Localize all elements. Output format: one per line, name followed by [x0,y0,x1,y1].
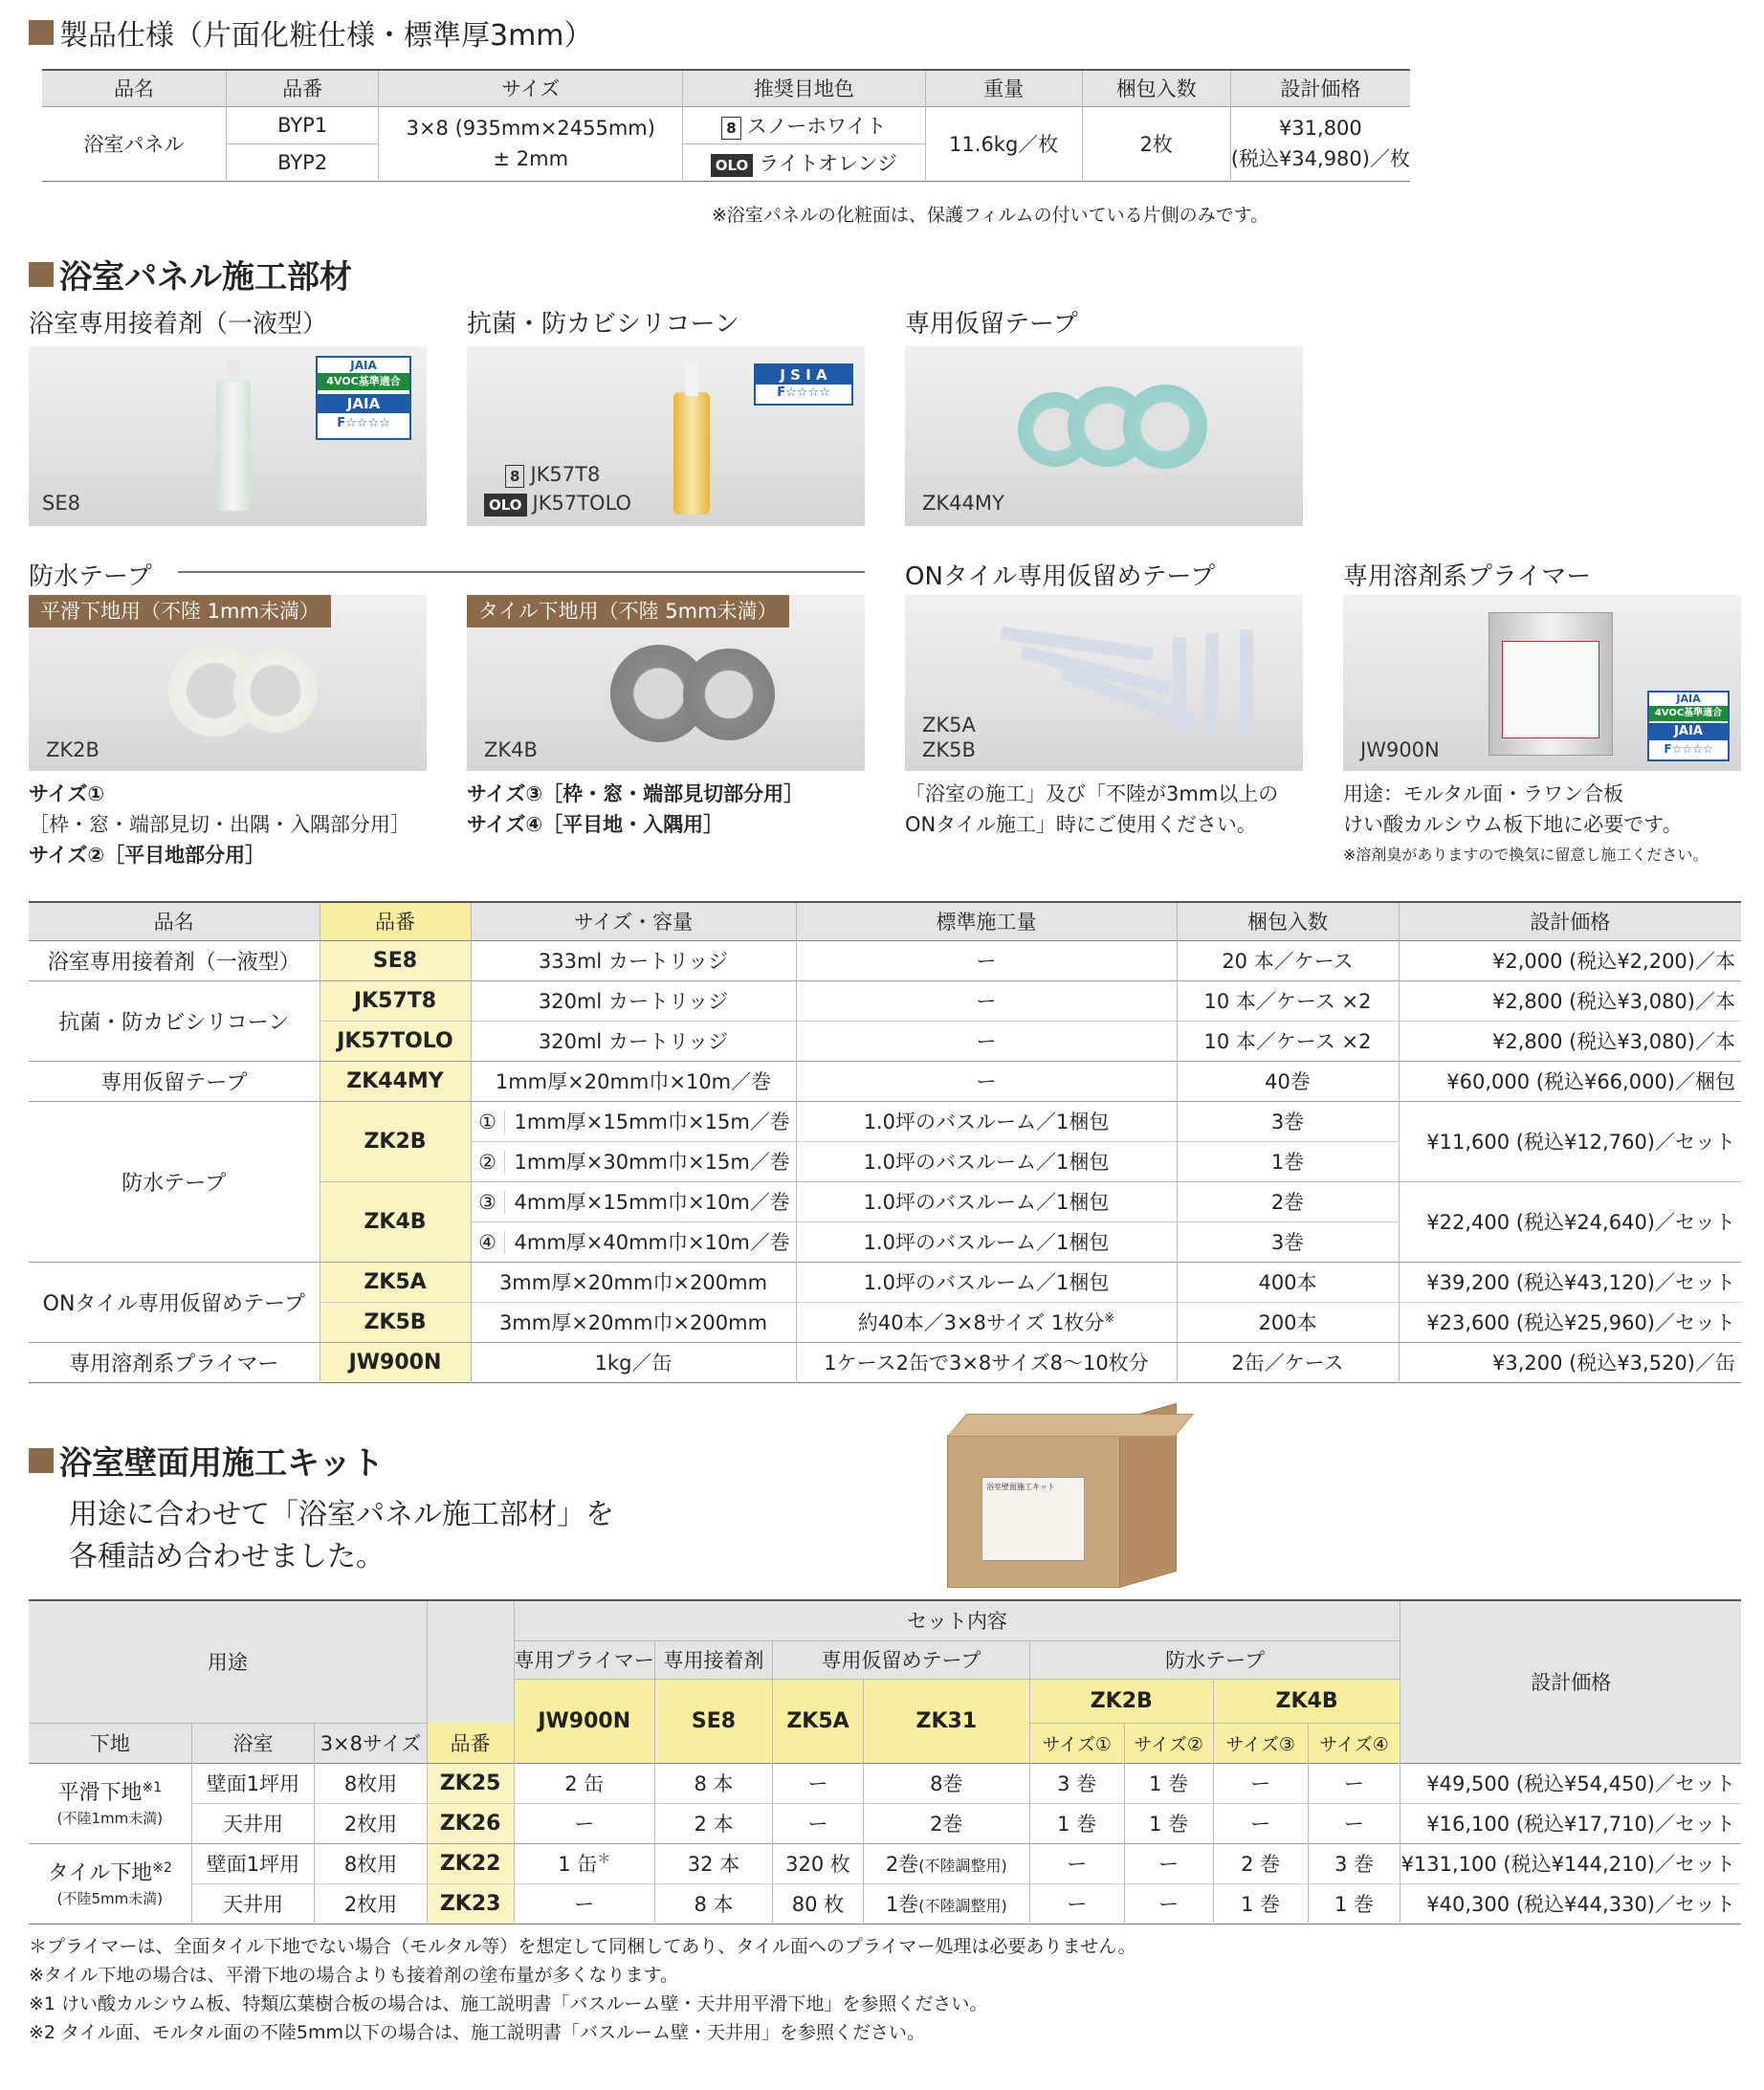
bar-smooth-base: 平滑下地用（不陸 1mm未満） [29,595,331,627]
cert-badge-jsia: J S I A F☆☆☆☆ [754,363,853,406]
spec-name: 浴室パネル [42,106,226,181]
mt-th-price: 設計価格 [1399,902,1741,940]
square-icon [29,262,54,287]
silicone-nozzle [685,362,698,396]
mt-th-amount: 標準施工量 [796,902,1177,940]
code-zk4b: ZK4B [484,738,538,761]
code-zk5a: ZK5A [922,714,976,737]
tape-roll-3 [1123,385,1207,469]
photo-zk44 [905,346,1303,526]
bar-tile-base: タイル下地用（不陸 5mm未満） [467,595,789,627]
joint-badge-olo: OLO [711,154,754,177]
photo-zk2b [29,595,427,771]
tape-roll-d [683,649,775,740]
spec-note: ※浴室パネルの化粧面は、保護フィルムの付いている片側のみです。 [712,205,1269,226]
mt-th-size: サイズ・容量 [471,902,796,940]
mt-th-name: 品名 [29,902,320,940]
table-row: 専用溶剤系プライマー [29,1342,320,1382]
desc-zk2b: サイズ① ［枠・窓・端部見切・出隅・入隅部分用］ サイズ②［平目地部分用］ [29,782,410,867]
spec-code-2: BYP2 [226,143,379,181]
table-row: 浴室専用接着剤（一液型） [29,940,320,980]
kit-th-set: セット内容 [514,1600,1400,1640]
cert-badge-jaia: JAIA 4VOC基準適合 JAIA F☆☆☆☆ [316,356,411,440]
tape-roll-b [233,649,318,733]
code-se8: SE8 [42,492,80,515]
th-joint: 推奨目地色 [683,70,926,106]
kit-title: 浴室壁面用施工キット [29,1437,384,1484]
kit-th-price: 設計価格 [1400,1600,1741,1763]
materials-title: 浴室パネル施工部材 [29,251,352,297]
photo-jw900n [1343,595,1741,771]
square-icon [29,1448,54,1473]
cartridge-image [216,379,251,511]
spec-pack: 2枚 [1082,106,1230,181]
table-row: 専用仮留テープ [29,1061,320,1101]
spec-joint-1: 8 スノーホワイト [683,106,926,143]
spec-joint-2: OLO ライトオレンジ [683,143,926,181]
kit-table: 用途 セット内容 設計価格 専用プライマー 専用接着剤 専用仮留めテープ 防水テープ JW900N SE8 ZK5A ZK31 ZK2B ZK4B 下地 浴室 3×8サイズ 品番 サイズ① サイズ② サイズ③ サイズ④ 平滑下地$^{※1}$ (不陸1mm未満) 壁面1坪用 8枚用 ZK25 2 缶 8 本 ー 8巻 3 巻 1 巻 ー ー ¥49,500 (税込¥54,450)／セット 天井用 2枚用 ZK26 ー 2 本 ー 2巻 1 巻 1 巻 ー ー ¥16,100 (税込¥17,710)／セット タイル下地$^{※2}$ (不陸5mm未満) 壁面1坪用 8枚用 ZK22 1 缶＊ 32 本 320 枚 2巻(不陸調整用) ー ー 2 巻 3 巻 ¥131,100 (税込¥144,210)／セット 天井用 2枚用 ZK23 ー 8 本 80 枚 1巻(不陸調整用) ー ー 1 巻 1 巻 ¥40,300 (税込¥44,330)／セット [29,1599,1741,1925]
code-jw900n: JW900N [1360,738,1440,761]
silicone-image [673,392,710,515]
kit-description: 用途に合わせて「浴室パネル施工部材」を 各種詰め合わせました。 [69,1498,614,1573]
spec-weight: 11.6kg／枚 [925,106,1082,181]
square-icon [29,20,54,45]
desc-jw900n: 用途：モルタル面・ラワン合板 けい酸カルシウム板下地に必要です。 ※溶剤臭がありますので換気に留意し施工ください。 [1343,782,1709,864]
th-name: 品名 [42,70,226,106]
cert-badge-jaia-2: JAIA 4VOC基準適合 JAIA F☆☆☆☆ [1647,691,1730,761]
code-jk57t8: 8 JK57T8 [505,463,600,488]
label-on-tile-tape: ONタイル専用仮留めテープ [905,562,1216,591]
label-se8: 浴室専用接着剤（一液型） [29,310,328,339]
strips-image [1001,627,1278,740]
label-primer: 専用溶剤系プライマー [1343,562,1592,591]
code-zk5b: ZK5B [922,738,976,761]
label-jk57: 抗菌・防カビシリコーン [467,310,739,339]
waterproof-divider [178,571,865,573]
label-waterproof-tape: 防水テープ [29,562,152,591]
cartridge-nozzle [227,360,240,383]
kit-base-tile: タイル下地$^{※2}$ (不陸5mm未満) [29,1843,191,1924]
footnotes: ＊プライマーは、全面タイル下地でない場合（モルタル等）を想定して同梱してあり、タイル面へのプライマー処理は必要ありません。 ※タイル下地の場合は、平滑下地の場合よりも接着剤の塗布量が多くなります。 ※1 けい酸カルシウム板、特類広葉樹合板の場合は、施工説明書「バスルーム壁・天井用平滑下地」を参照ください。 ※2 タイル面、モルタル面の不陸5mm以下の場合は、施工説明書「バスルーム壁・天井用」を参照ください。 [29,1936,1136,2043]
code-zk2b: ZK2B [46,738,99,761]
label-zk44: 専用仮留テープ [905,310,1078,339]
kit-base-smooth: 平滑下地$^{※1}$ (不陸1mm未満) [29,1763,191,1843]
kit-box-image: 浴室壁面施工キット [947,1414,1177,1588]
spec-code-1: BYP1 [226,106,379,143]
th-code: 品番 [226,70,379,106]
desc-zk5: 「浴室の施工」及び「不陸が3mm以上の ONタイル施工」時にご使用ください。 [905,782,1279,836]
th-size: サイズ [379,70,683,106]
kit-th-use: 用途 [29,1600,427,1723]
th-pack: 梱包入数 [1082,70,1230,106]
photo-se8 [29,346,427,526]
spec-title: 製品仕様（片面化粧仕様・標準厚3mm） [29,11,593,54]
spec-price: ¥31,800 (税込¥34,980)／枚 [1230,117,1410,170]
th-weight: 重量 [925,70,1082,106]
code-zk44: ZK44MY [922,492,1004,515]
spec-size: 3×8 (935mm×2455mm) ± 2mm [379,106,683,181]
table-row: 抗菌・防カビシリコーン [29,980,320,1061]
table-row: ONタイル専用仮留めテープ [29,1262,320,1342]
photo-zk4b [467,595,865,771]
desc-zk4b: サイズ③［枠・窓・端部見切部分用］ サイズ④［平目地・入隅用］ [467,782,805,836]
joint-badge-8: 8 [721,117,740,140]
table-row: 防水テープ [29,1101,320,1262]
photo-jk57 [467,346,865,526]
code-jk57tolo: OLO JK57TOLO [484,492,631,517]
materials-table: 品名 品番 サイズ・容量 標準施工量 梱包入数 設計価格 浴室専用接着剤（一液型） SE8 333ml カートリッジ ー 20 本／ケース ¥2,000 (税込¥2,200)／本 抗菌・防カビシリコーン JK57T8 320ml カートリッジ ー 10 本／ケース ×2 ¥2,800 (税込¥3,080)／本 JK57TOLO 320ml カートリッジ ー 10 本／ケース ×2 ¥2,800 (税込¥3,080)／本 専用仮留テープ ZK44MY 1mm厚×20mm巾×10m／巻 ー 40巻 ¥60,000 (税込¥66,000)／梱包 防水テープ ZK2B ① 1mm厚×15mm巾×15m／巻 1.0坪のバスルーム／1梱包 3巻 ¥11,600 (税込¥12,760)／セット ② 1mm厚×30mm巾×15m／巻 1.0坪のバスルーム／1梱包 1巻 ZK4B ③ 4mm厚×15mm巾×10m／巻 1.0坪のバスルーム／1梱包 2巻 ¥22,400 (税込¥24,640)／セット ④ 4mm厚×40mm巾×10m／巻 1.0坪のバスルーム／1梱包 3巻 ONタイル専用仮留めテープ ZK5A 3mm厚×20mm巾×200mm 1.0坪のバスルーム／1梱包 400本 ¥39,200 (税込¥43,120)／セット ZK5B 3mm厚×20mm巾×200mm 約40本／3×8サイズ 1枚分※ 200本 ¥23,600 (税込¥25,960)／セット 専用溶剤系プライマー JW900N 1kg／缶 1ケース2缶で3×8サイズ8〜10枚分 2缶／ケース ¥3,200 (税込¥3,520)／缶 [29,901,1741,1383]
mt-th-code: 品番 [320,902,471,940]
mt-th-pack: 梱包入数 [1177,902,1399,940]
spec-table [42,69,1410,182]
photo-zk5 [905,595,1303,771]
th-price: 設計価格 [1230,70,1410,106]
